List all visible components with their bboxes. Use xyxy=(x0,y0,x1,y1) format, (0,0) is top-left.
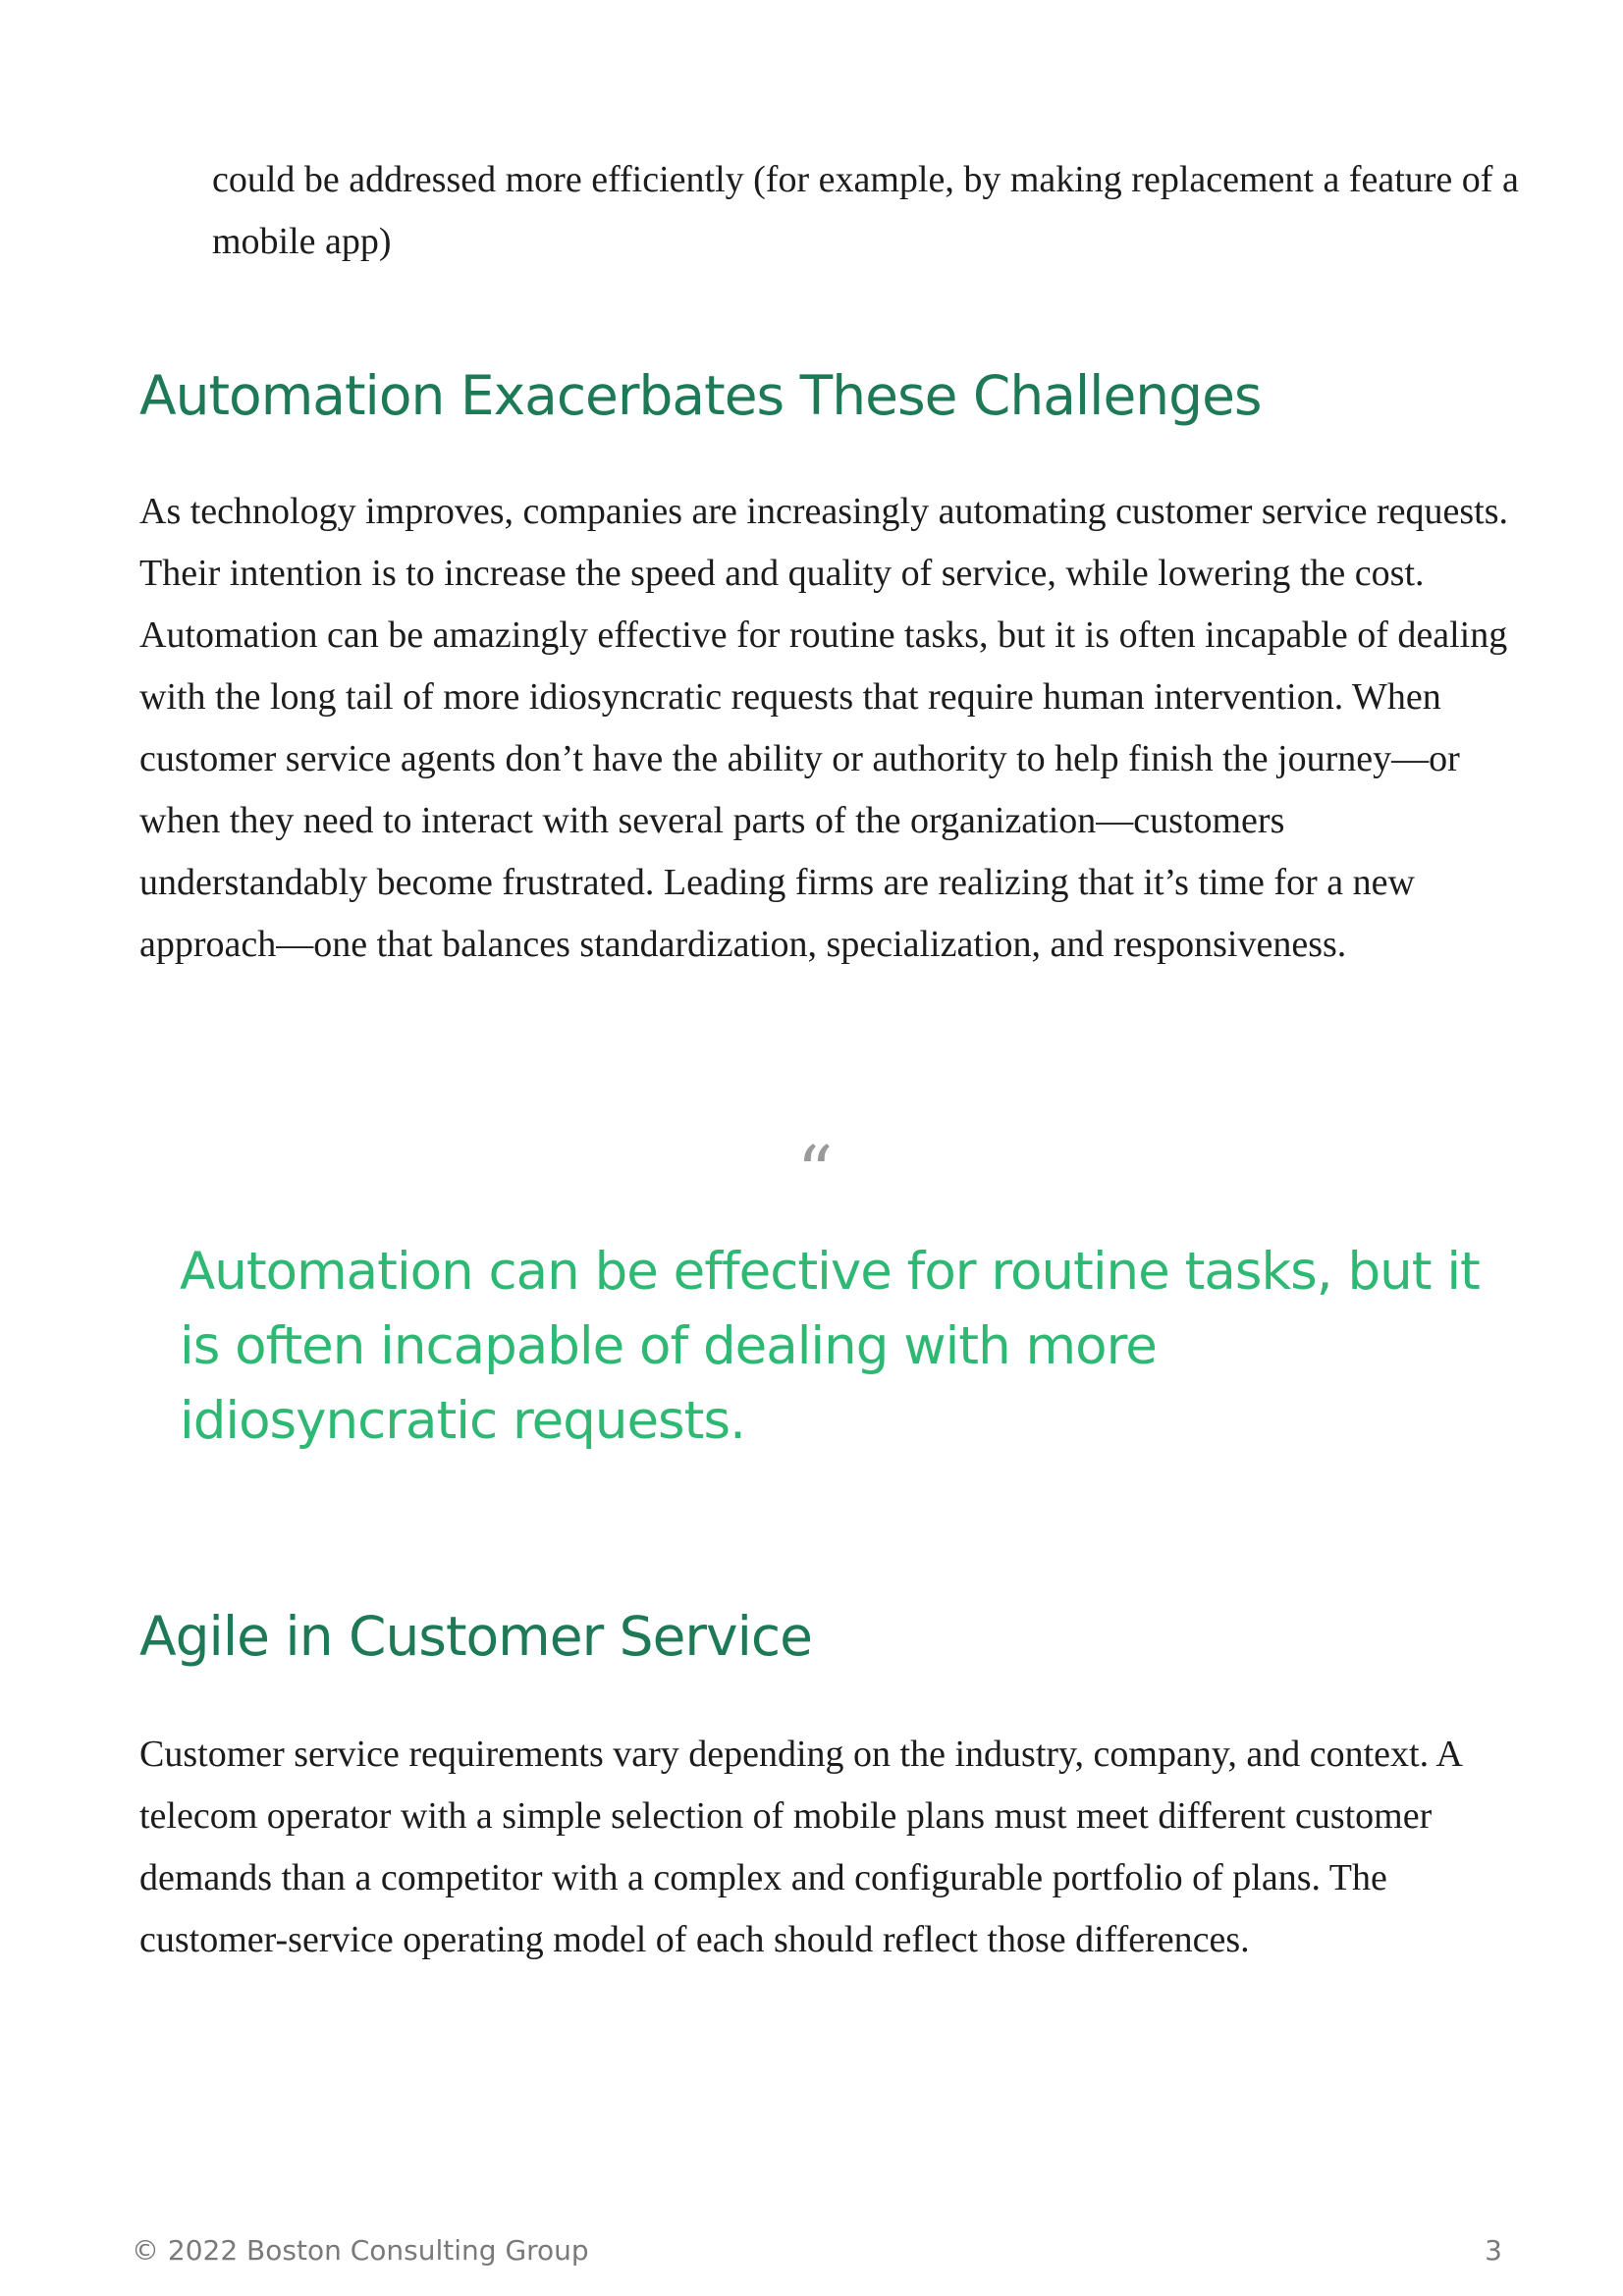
continuation-text: could be addressed more efficiently (for example, by making replacement a feature of a mobile app) xyxy=(212,159,1519,262)
footer-page-number: 3 xyxy=(1485,2234,1502,2267)
pull-quote: Automation can be effective for routine tasks, but it is often incapable of dealing with more idiosyncratic requests. xyxy=(180,1242,1480,1451)
section-paragraph-automation: As technology improves, companies are increasingly automating customer service requests. Their intention is to increase the speed and quality of service, while lowering the cost. Automation can be amazingly effective for routine tasks, but it is often incapable of dealing with the long tail of more idiosyncratic requests that require human intervention. When customer service agents don’t have the ability or authority to help finish the journey—or when they need to interact with several parts of the organization—customers understandably become frustrated. Leading firms are realizing that it’s time for a new approach—one that balances standardization, specialization, and responsiveness. xyxy=(139,491,1508,965)
section-heading-agile: Agile in Customer Service xyxy=(139,1605,812,1668)
section-heading-automation: Automation Exacerbates These Challenges xyxy=(139,364,1262,427)
section-paragraph-agile: Customer service requirements vary depending on the industry, company, and context. A telecom operator with a simple selection of mobile plans must meet different customer demands than a competitor with a complex and configurable portfolio of plans. The customer-service operating model of each should reflect those differences. xyxy=(139,1734,1461,1960)
quote-mark-icon: “ xyxy=(796,1131,834,1213)
footer-copyright: © 2022 Boston Consulting Group xyxy=(132,2234,589,2267)
